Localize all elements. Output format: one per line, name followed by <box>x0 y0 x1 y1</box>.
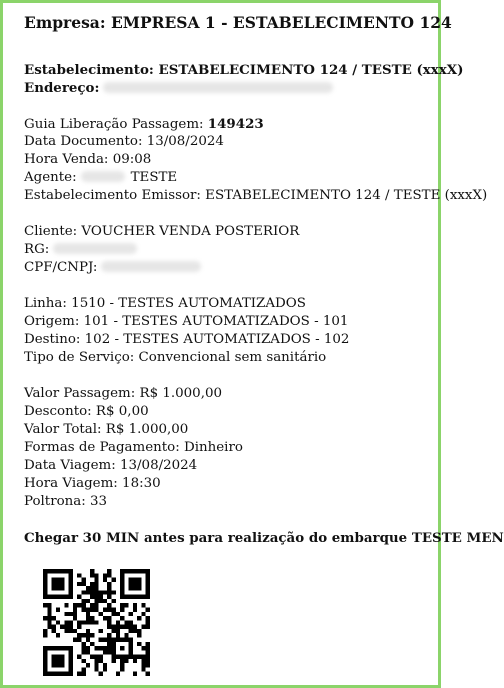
issuer-line: Estabelecimento Emissor: ESTABELECIMENTO 124 / TESTE (xxxX) <box>24 188 488 203</box>
origin-line: Origem: 101 - TESTES AUTOMATIZADOS - 101 <box>24 314 349 329</box>
payment-method: Formas de Pagamento: Dinheiro <box>24 440 243 455</box>
service-type: Tipo de Serviço: Convencional sem sanitário <box>24 350 327 365</box>
voucher-content <box>24 13 504 547</box>
agent-label: Agente: <box>24 170 77 185</box>
address-line <box>24 79 444 97</box>
company-title <box>24 13 452 33</box>
rg-label: RG: <box>24 242 50 257</box>
agent-suffix: TESTE <box>130 170 178 185</box>
address-label: Endereço: <box>24 80 100 96</box>
cpf-redacted <box>101 261 201 272</box>
destination-line: Destino: 102 - TESTES AUTOMATIZADOS - 102 <box>24 332 350 347</box>
trip-time: Hora Viagem: 18:30 <box>24 476 161 491</box>
discount-value: Desconto: R$ 0,00 <box>24 404 149 419</box>
rg-redacted <box>53 243 137 254</box>
establishment-label: Estabelecimento: <box>24 62 154 78</box>
client-name: Cliente: VOUCHER VENDA POSTERIOR <box>24 224 300 239</box>
document-date: Data Documento: 13/08/2024 <box>24 134 224 149</box>
guide-line <box>24 115 444 133</box>
total-value: Valor Total: R$ 1.000,00 <box>24 422 189 437</box>
trip-date: Data Viagem: 13/08/2024 <box>24 458 198 473</box>
agent-line <box>24 169 444 187</box>
cpf-label: CPF/CNPJ: <box>24 260 98 275</box>
boarding-notice: Chegar 30 MIN antes para realização do embarque TESTE MEN <box>24 530 504 546</box>
cpf-line <box>24 259 444 277</box>
qr-code-icon <box>43 569 150 676</box>
guide-label: Guia Liberação Passagem: <box>24 117 204 132</box>
route-line: Linha: 1510 - TESTES AUTOMATIZADOS <box>24 296 306 311</box>
establishment-value: ESTABELECIMENTO 124 / TESTE (xxxX) <box>158 62 464 78</box>
address-redacted <box>103 82 333 93</box>
sale-time: Hora Venda: 09:08 <box>24 152 152 167</box>
fare-value: Valor Passagem: R$ 1.000,00 <box>24 386 222 401</box>
company-label: Empresa: <box>24 13 106 32</box>
company-value: EMPRESA 1 - ESTABELECIMENTO 124 <box>110 13 452 32</box>
establishment-line <box>24 61 464 79</box>
guide-number: 149423 <box>207 116 264 132</box>
seat-number: Poltrona: 33 <box>24 494 108 509</box>
agent-redacted <box>81 171 125 182</box>
rg-line <box>24 241 444 259</box>
